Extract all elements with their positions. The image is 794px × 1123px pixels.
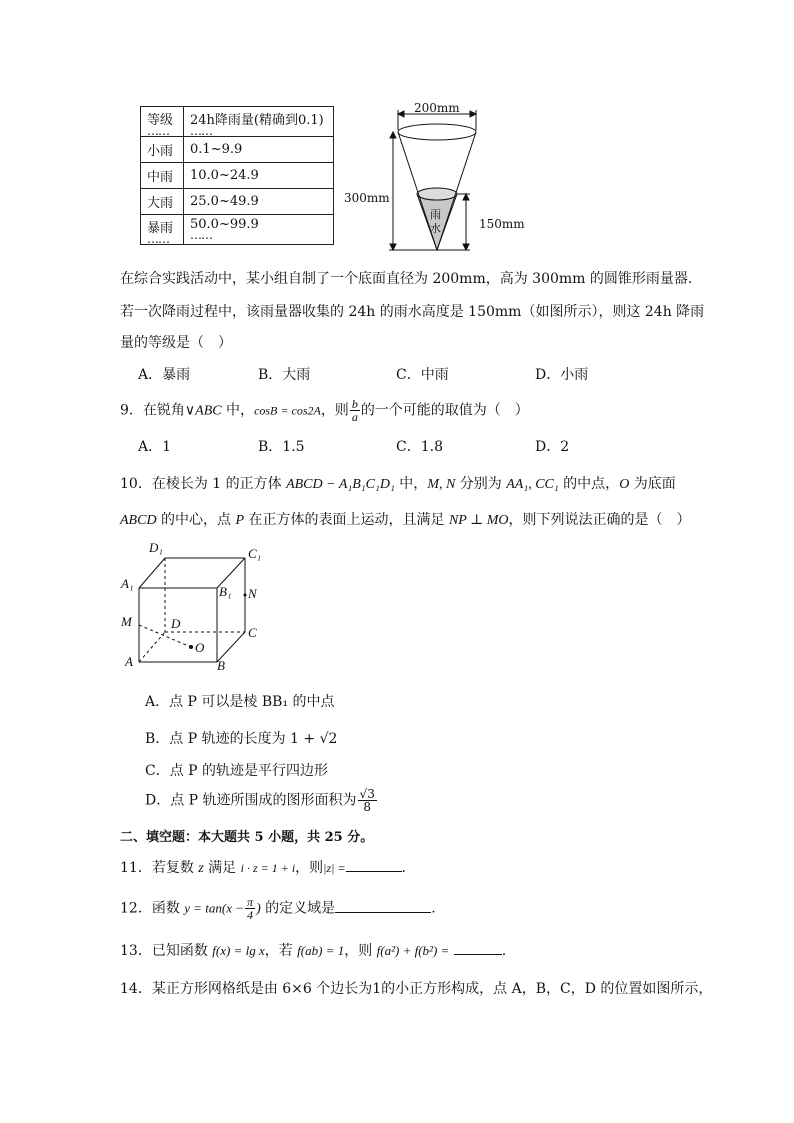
water-surface (417, 188, 457, 200)
q12-pi: π (247, 895, 254, 909)
q10-text-c: 分别为 (455, 476, 507, 492)
q11-end: . (401, 860, 406, 876)
q13-text-c: ，则 (344, 943, 377, 959)
segment-mo-hidden (139, 625, 191, 647)
q12-end: . (431, 900, 436, 917)
label-rain-char2: 水 (430, 222, 441, 235)
table-cell: 25.0~49.9 (184, 189, 334, 215)
q10-option-c[interactable]: C．点 P 的轨迹是平行四边形 (145, 763, 329, 779)
q10-option-b[interactable]: B．点 P 轨迹的长度为 1 + √2 (145, 731, 338, 747)
label-rain-char1: 雨 (430, 208, 441, 221)
table-cell: 0.1~9.9 (184, 137, 334, 163)
label-a: A (125, 654, 133, 669)
q10-option-a[interactable]: A．点 P 可以是棱 BB₁ 的中点 (145, 694, 335, 710)
q13-answer-blank[interactable] (454, 954, 502, 955)
q11 (120, 857, 406, 877)
header-rainfall: 24h降雨量(精确到0.1) (190, 113, 324, 128)
q12-fraction (245, 896, 255, 921)
q8-option-c[interactable]: C．中雨 (396, 367, 449, 383)
q10-text-h: ，则下列说法正确的是（ ） (508, 512, 691, 528)
table-header-cell (184, 107, 334, 137)
q8-option-d[interactable]: D．小雨 (535, 367, 589, 383)
q9-option-b[interactable]: B．1.5 (258, 439, 305, 455)
q12-four: 4 (247, 908, 254, 922)
q12-function: y = tan(x − (184, 900, 245, 916)
table-cell (184, 215, 334, 245)
arrow-up-water (463, 194, 469, 200)
section-heading-fill-in: 二、填空题：本大题共 5 小题，共 25 分。 (120, 830, 374, 845)
label-water-height: 150mm (479, 217, 525, 231)
q10-o: O (619, 477, 630, 492)
label-c1: C₁ (248, 546, 262, 561)
fraction-num: √3 (359, 787, 375, 801)
table-cell: 小雨 (141, 137, 184, 163)
rainfall-grade-table (140, 106, 334, 245)
label-d1: D₁ (149, 540, 163, 555)
q8-line1: 在综合实践活动中，某小组自制了一个底面直径为 200mm，高为 300mm 的圆锥形雨量器. (120, 271, 693, 287)
label-height: 300mm (344, 191, 390, 205)
arrow-up (390, 132, 396, 138)
q10-mn: M, N (427, 477, 456, 492)
q12 (120, 896, 436, 921)
arrow-left (398, 111, 404, 117)
label-a1: A₁ (121, 576, 134, 591)
q10-cube: ABCD − A₁B₁C₁D₁ (286, 477, 395, 492)
q9-option-c[interactable]: C．1.8 (396, 439, 443, 455)
q12-close: ) (256, 901, 261, 917)
table-cell: 10.0~24.9 (184, 163, 334, 189)
q10-edges: AA₁, CC₁ (506, 477, 559, 492)
q13-expression: f(a²) + f(b²) = (376, 943, 450, 958)
q10-abcd: ABCD (120, 513, 157, 528)
q12-text-a: 12．函数 (120, 900, 185, 917)
q9-stem (120, 398, 529, 423)
label-b1: B₁ (219, 584, 232, 599)
q13-text-b: ，若 (264, 943, 298, 959)
q10-p: P (235, 513, 245, 528)
q9-fraction-num: b (351, 397, 358, 411)
q10-text-b: 中， (394, 476, 428, 492)
q14: 14．某正方形网格纸是由 6×6 个边长为1的小正方形构成，点 A，B，C，D 的位置如图所示， (120, 981, 713, 997)
row-dots: …… (190, 228, 212, 242)
point-n (244, 594, 247, 597)
q10-option-d-text: D．点 P 轨迹所围成的图形面积为 (145, 792, 357, 809)
q11-text-a: 11．若复数 (120, 860, 199, 876)
q9-then: ，则 (320, 402, 349, 419)
label-o: O (195, 640, 205, 655)
header-dots: …… (147, 124, 169, 138)
q10-text-f: 的中心，点 (156, 512, 236, 528)
table-row (141, 215, 334, 245)
q13-end: . (501, 943, 507, 959)
q11-equation: i · z = 1 + i (240, 861, 296, 875)
q9-option-a[interactable]: A．1 (138, 439, 172, 455)
point-o (189, 645, 193, 649)
q10-line1 (120, 473, 676, 493)
header-grade: 等级 (147, 113, 174, 128)
table-row (141, 189, 334, 215)
label-n: N (248, 586, 257, 601)
arrow-right (470, 111, 476, 117)
table-header-cell (141, 107, 184, 137)
q10-option-d-fraction (358, 788, 377, 813)
table-header-row (141, 107, 334, 137)
table-cell: 大雨 (141, 189, 184, 215)
table-row (141, 163, 334, 189)
table-cell: 中雨 (141, 163, 184, 189)
edge-ad-hidden (139, 632, 165, 662)
q9-option-d[interactable]: D．2 (535, 439, 570, 455)
q10-text-e: 为底面 (629, 476, 676, 492)
q9-prefix: 9．在锐角∨ (120, 402, 196, 419)
cube-figure (115, 538, 275, 672)
q9-fraction (350, 398, 360, 423)
q9-tail: 的一个可能的取值为（ ） (360, 402, 529, 419)
q11-abs: |z| = (323, 861, 346, 875)
cell-heavy-rain: 暴雨 (147, 221, 174, 236)
fraction-den: 8 (363, 800, 371, 814)
rain-gauge-cone-figure (340, 100, 540, 260)
q8-option-a[interactable]: A．暴雨 (138, 367, 191, 383)
q13-text-a: 13．已知函数 (120, 943, 213, 959)
label-d: D (171, 616, 181, 631)
arrow-down-water (463, 244, 469, 250)
q10-text-a: 10．在棱长为 1 的正方体 (120, 476, 287, 492)
q9-fraction-den: a (351, 410, 358, 424)
row-dots: …… (147, 232, 169, 246)
table-cell (141, 215, 184, 245)
q13-function: f(x) = lg x (212, 943, 265, 958)
cone-rim (398, 124, 476, 140)
label-top-diameter: 200mm (414, 101, 460, 115)
q12-answer-blank[interactable] (335, 912, 431, 913)
label-m: M (121, 614, 132, 629)
q12-text-b: 的定义域是 (260, 900, 336, 917)
q13-condition: f(ab) = 1 (297, 943, 345, 958)
q10-option-d[interactable] (145, 788, 378, 813)
label-b: B (217, 658, 225, 672)
q11-text-b: 满足 (203, 860, 241, 876)
q9-condition: cosB = cos2A (254, 403, 321, 418)
q10-condition: NP ⊥ MO (448, 513, 509, 528)
q10-text-g: 在正方体的表面上运动，且满足 (244, 512, 449, 528)
q10-text-d: 的中点， (558, 476, 620, 492)
q8-line3: 量的等级是（ ） (120, 335, 232, 351)
cell-heavy-range: 50.0~99.9 (190, 217, 259, 232)
q9-triangle: ABC (195, 403, 222, 419)
q9-mid: 中， (221, 402, 255, 419)
arrow-down (390, 244, 396, 250)
q11-answer-blank[interactable] (346, 871, 402, 872)
q11-text-c: ，则 (295, 860, 324, 876)
q11-z: z (198, 861, 204, 876)
table-row (141, 137, 334, 163)
label-c: C (248, 625, 257, 640)
q8-line2: 若一次降雨过程中，该雨量器收集的 24h 的雨水高度是 150mm（如图所示），则这 24h 降雨 (120, 304, 705, 320)
q8-option-b[interactable]: B．大雨 (258, 367, 311, 383)
edge-a1d1 (139, 558, 165, 588)
q13 (120, 940, 506, 960)
header-dots: …… (190, 124, 212, 138)
q10-line2 (120, 509, 691, 529)
